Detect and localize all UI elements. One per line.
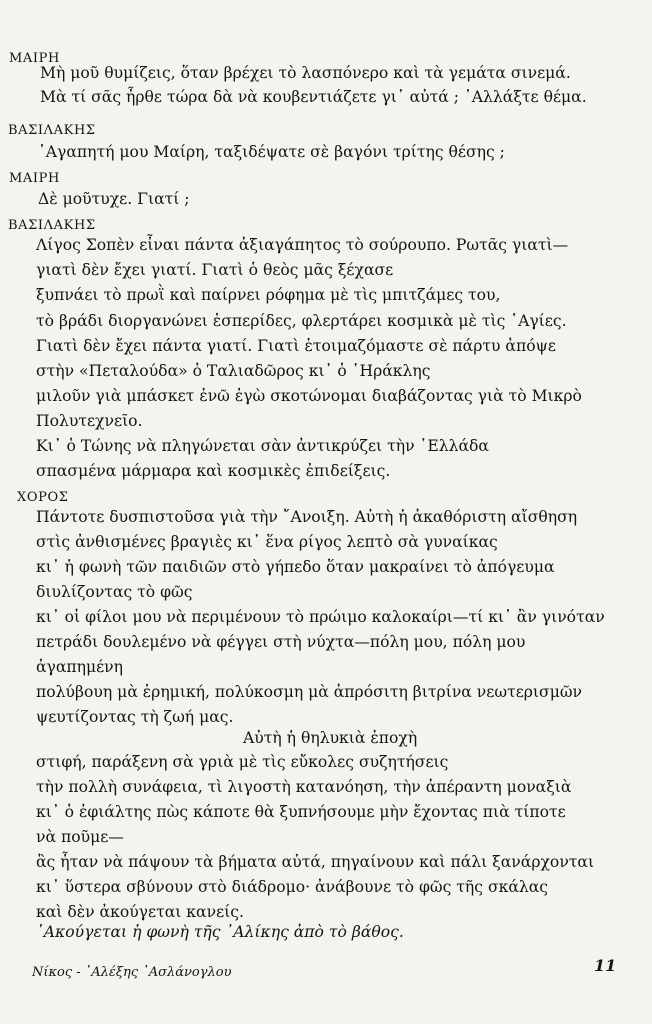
dialogue-line: ἀγαπημένη: [36, 658, 124, 676]
dialogue-line: ᾽Αγαπητή μου Μαίρη, ταξιδέψατε σὲ βαγόνι τρίτης θέσης ;: [38, 143, 505, 161]
dialogue-line: τὸ βράδι διοργανώνει ἑσπερίδες, φλερτάρει κοσμικὰ μὲ τὶς ῾Αγίες.: [36, 312, 567, 330]
dialogue-line: Πολυτεχνεῖο.: [36, 412, 143, 430]
dialogue-line: ξυπνάει τὸ πρωῒ καὶ παίρνει ρόφημα μὲ τὶς μπιτζάμες του,: [36, 286, 501, 304]
dialogue-line: καὶ δὲν ἀκούγεται κανείς.: [36, 903, 244, 921]
dialogue-line: Αὐτὴ ἡ θηλυκιὰ ἐποχὴ: [243, 729, 418, 747]
dialogue-line: πετράδι δουλεμένο νὰ φέγγει στὴ νύχτα—πόλη μου, πόλη μου: [36, 633, 526, 651]
dialogue-line: Κι᾽ ὁ Τώνης νὰ πληγώνεται σὰν ἀντικρύζει τὴν ῾Ελλάδα: [36, 437, 489, 455]
dialogue-line: κι᾽ ὁ ἐφιάλτης πὼς κάποτε θὰ ξυπνήσουμε μὴν ἔχοντας πιὰ τίποτε: [36, 803, 566, 821]
speaker-name: ΧΟΡΟΣ: [17, 490, 69, 505]
dialogue-line: κι᾽ ἡ φωνὴ τῶν παιδιῶν στὸ γήπεδο ὅταν μακραίνει τὸ ἀπόγευμα: [36, 558, 555, 576]
dialogue-line: σπασμένα μάρμαρα καὶ κοσμικὲς ἐπιδείξεις.: [36, 462, 391, 480]
dialogue-line: τὴν πολλὴ συνάφεια, τὶ λιγοστὴ κατανόηση, τὴν ἀπέραντη μοναξιὰ: [36, 778, 572, 796]
speaker-name: ΜΑΙΡΗ: [9, 51, 60, 66]
stage-direction: ᾽Ακούγεται ἡ φωνὴ τῆς ᾽Αλίκης ἀπὸ τὸ βάθος.: [36, 923, 404, 941]
dialogue-line: Δὲ μοῦτυχε. Γιατί ;: [38, 190, 190, 208]
dialogue-line: Μὴ μοῦ θυμίζεις, ὅταν βρέχει τὸ λασπόνερο καὶ τὰ γεμάτα σινεμά.: [40, 64, 571, 82]
speaker-name: ΒΑΣΙΛΑΚΗΣ: [8, 123, 96, 138]
dialogue-line: ἂς ἦταν νὰ πάψουν τὰ βήματα αὐτά, πηγαίνουν καὶ πάλι ξανάρχονται: [36, 853, 595, 871]
page-number: 11: [594, 956, 617, 975]
dialogue-line: κι᾽ οἱ φίλοι μου νὰ περιμένουν τὸ πρώιμο καλοκαίρι—τί κι᾽ ἂν γινόταν: [36, 608, 605, 626]
dialogue-line: Λίγος Σοπὲν εἶναι πάντα ἀξιαγάπητος τὸ σούρουπο. Ρωτᾶς γιατὶ—: [36, 236, 569, 254]
dialogue-line: μιλοῦν γιὰ μπάσκετ ἐνῶ ἐγὼ σκοτώνομαι διαβάζοντας γιὰ τὸ Μικρὸ: [36, 387, 582, 405]
dialogue-line: στὴν «Πεταλούδα» ὁ Ταλιαδῶρος κι᾽ ὁ ῾Ηράκλης: [36, 362, 431, 380]
dialogue-line: Γιατὶ δὲν ἔχει πάντα γιατί. Γιατὶ ἑτοιμαζόμαστε σὲ πάρτυ ἀπόψε: [36, 337, 556, 355]
speaker-name: ΜΑΙΡΗ: [9, 171, 60, 186]
dialogue-line: Πάντοτε δυσπιστοῦσα γιὰ τὴν ῎Ανοιξη. Αὐτὴ ἡ ἀκαθόριστη αἴσθηση: [36, 508, 578, 526]
dialogue-line: στὶς ἀνθισμένες βραγιὲς κι᾽ ἕνα ρίγος λεπτὸ σὰ γυναίκας: [36, 533, 498, 551]
dialogue-line: πολύβουη μὰ ἐρημική, πολύκοσμη μὰ ἀπρόσιτη βιτρίνα νεωτερισμῶν: [36, 683, 583, 701]
dialogue-line: στιφή, παράξενη σὰ γριὰ μὲ τὶς εὔκολες συζητήσεις: [36, 753, 449, 771]
speaker-name: ΒΑΣΙΛΑΚΗΣ: [8, 218, 96, 233]
dialogue-line: νὰ ποῦμε—: [36, 828, 124, 846]
dialogue-line: διυλίζοντας τὸ φῶς: [36, 583, 193, 601]
dialogue-line: γιατὶ δὲν ἔχει γιατί. Γιατὶ ὁ θεὸς μᾶς ξέχασε: [36, 261, 394, 279]
dialogue-line: ψευτίζοντας τὴ ζωή μας.: [36, 708, 234, 726]
dialogue-line: Μὰ τί σᾶς ἦρθε τώρα δὰ νὰ κουβεντιάζετε γι᾽ αὐτά ; ᾽Αλλάξτε θέμα.: [40, 88, 587, 106]
dialogue-line: κι᾽ ὕστερα σβύνουν στὸ διάδρομο· ἀνάβουνε τὸ φῶς τῆς σκάλας: [36, 878, 549, 896]
footer-author: Νίκος - ᾽Αλέξης ᾽Ασλάνογλου: [32, 965, 232, 980]
